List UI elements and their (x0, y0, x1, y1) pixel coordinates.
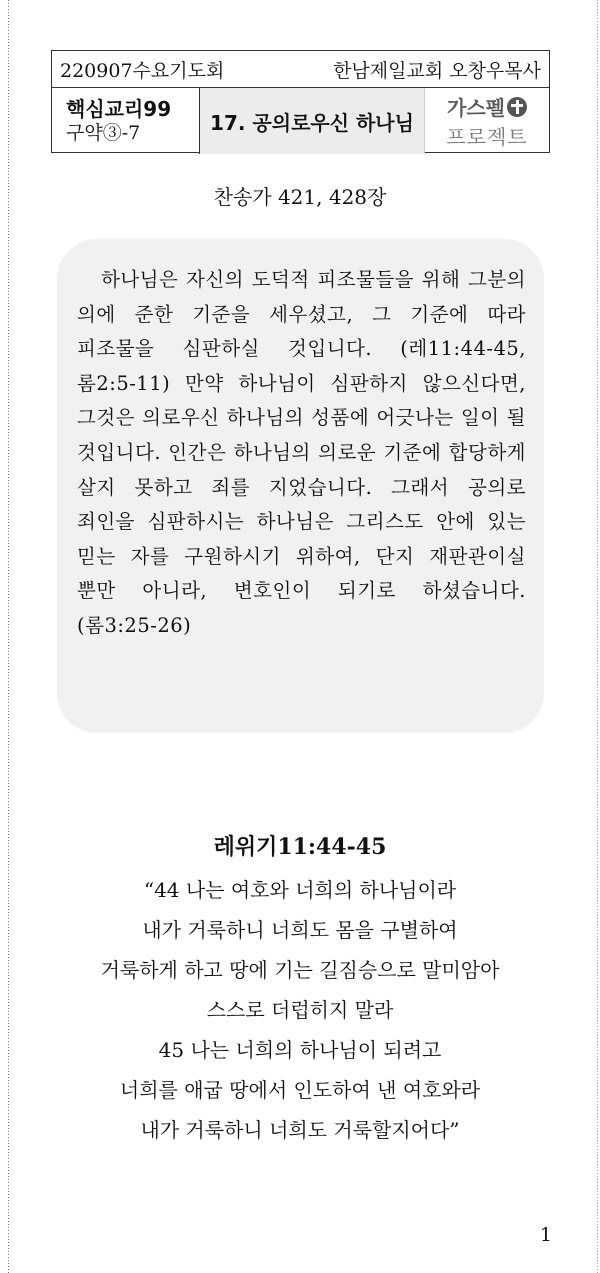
gospel-project-logo (425, 88, 549, 154)
date-event: 220907수요기도회 (60, 59, 225, 82)
logo-top-row (447, 92, 527, 121)
verse-line: 내가 거룩하니 너희도 몸을 구별하여 (142, 918, 458, 942)
content-paragraph: 하나님은 자신의 도덕적 피조물들을 위해 그분의 의에 준한 기준을 세우셨고, 그 기준에 따라 피조물을 심판하실 것입니다. (레11:44-45, 롬2:5-11) 만약 하나님이 심판하지 않으신다면, 그것은 의로우신 하나님의 성품에 어긋나는 일이 될 것입니다. 인간은 하나님의 의로운 기준에 합당하게 살지 못하고 죄를 지었습니다. 그래서 공의로 죄인을 심판하시는 하나님은 그리스도 안에 있는 믿는 자를 구원하시기 위하여, 단지 재판관이실 뿐만 아니라, 변호인이 되기로 하셨습니다.(롬3:25-26) (77, 268, 526, 637)
logo-bottom-text: 프로젝트 (446, 125, 528, 149)
verse-line: 너희를 애굽 땅에서 인도하여 낸 여호와라 (119, 1078, 481, 1102)
hymn-number: 찬송가 421, 428장 (213, 185, 387, 209)
verse-line: “44 나는 여호와 너희의 하나님이라 (143, 878, 457, 902)
series-title: 핵심교리99 (66, 97, 172, 121)
verse-line: 스스로 더럽히지 말라 (206, 998, 394, 1022)
series-info (52, 88, 200, 154)
header-bottom-row (52, 88, 549, 154)
logo-top-text: 가스펠 (447, 96, 505, 120)
verse-reference: 레위기11:44-45 (213, 834, 387, 860)
header-box (51, 50, 550, 153)
church-pastor: 한남제일교회 오창우목사 (333, 59, 541, 82)
verse-line: 45 나는 너희의 하나님이 되려고 (158, 1038, 442, 1062)
cross-icon (507, 97, 527, 117)
verse-lines (0, 870, 600, 1150)
header-top-row (52, 51, 549, 88)
page-number: 1 (539, 1224, 552, 1246)
series-subtitle: 구약③-7 (66, 122, 141, 144)
verse-line: 거룩하게 하고 땅에 기는 길짐승으로 말미암아 (100, 958, 500, 982)
lesson-title: 17. 공의로우신 하나님 (200, 88, 425, 154)
content-box (57, 239, 544, 733)
verse-line: 내가 거룩하니 너희도 거룩할지어다” (140, 1118, 460, 1142)
